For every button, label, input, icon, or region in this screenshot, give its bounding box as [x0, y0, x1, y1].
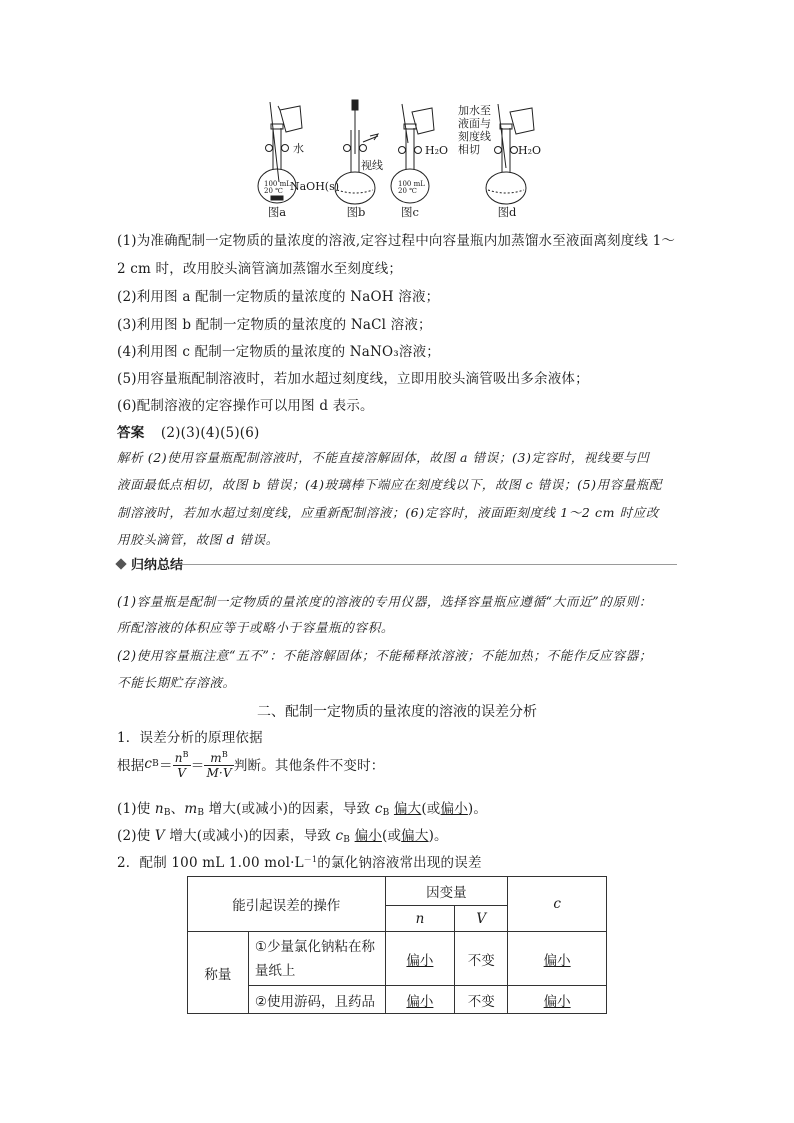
item1-l1-nsub: B: [163, 808, 171, 818]
fig-a-flask-label: 100 mL 20 ℃: [264, 180, 291, 195]
item2-title-b: 的氯化钠溶液常出现的误差: [317, 855, 482, 871]
formula-suffix: 判断。其他条件不变时：: [233, 758, 385, 774]
summary-line-3: (2)使用容量瓶注意“五不”：不能溶解固体；不能稀释浓溶液；不能加热；不能作反应容器；: [117, 648, 653, 663]
item1-l2-b: 增大(或减小)的因素，导致: [164, 828, 336, 844]
header-operation: 能引起误差的操作: [188, 877, 386, 932]
caption-fig-a: 图a: [267, 205, 287, 219]
formula-lhs: c: [144, 756, 153, 772]
frac1-den: V: [177, 766, 187, 780]
row1-c: 偏小: [543, 952, 571, 969]
error-table: [187, 876, 607, 1014]
item1-l2-a: (2)使: [117, 828, 155, 844]
item1-l1-sep: 、: [170, 801, 185, 817]
formula-prefix: 根据: [117, 758, 145, 774]
fig-b-sight-label: 视线: [361, 159, 383, 172]
fig-a-solid-label: NaOH(s): [290, 180, 340, 193]
item1-l1-answer-2: 偏小: [440, 801, 468, 817]
caption-fig-d: 图d: [497, 205, 517, 219]
summary-line-2: 所配溶液的体积应等于或略小于容量瓶的容积。: [117, 620, 395, 635]
item1-l2-end: )。: [428, 828, 448, 844]
frac2-den: M·V: [206, 766, 232, 780]
question-line-5: (4)利用图 c 配制一定物质的量浓度的 NaNO₃溶液；: [117, 344, 441, 360]
section-divider: [177, 564, 677, 565]
summary-line-4: 不能长期贮存溶液。: [117, 675, 236, 690]
item1-line-2: [117, 824, 448, 845]
apparatus-figure: [250, 98, 560, 220]
item1-title: 1．误差分析的原理依据: [117, 730, 263, 746]
question-line-2: 2 cm 时，改用胶头滴管滴加蒸馏水至刻度线；: [117, 261, 403, 277]
fig-c-water-label: H₂O: [425, 144, 449, 157]
caption-fig-b: 图b: [346, 205, 366, 219]
row1-n: 偏小: [406, 952, 434, 969]
fig-d-text-3: 刻度线: [458, 130, 491, 143]
item2-title: [117, 851, 482, 871]
item2-title-a: 2．配制 100 mL 1.00 mol·L: [117, 855, 304, 871]
analysis-line-2: 液面最低点相切，故图 b 错误；(4)玻璃棒下端应在刻度线以下，故图 c 错误；(5)用容量瓶配: [117, 477, 663, 492]
frac1-num: n: [174, 751, 183, 765]
header-n: n: [385, 906, 455, 932]
fraction-m-over-mv: [204, 748, 233, 780]
item1-l1-n: n: [154, 801, 164, 817]
fig-d-text-1: 加水至: [458, 104, 491, 117]
table-row-2-op: [248, 986, 385, 1014]
fig-d-text-4: 相切: [458, 143, 480, 156]
row1-op-line1: ①少量氯化钠粘在称: [254, 938, 375, 955]
row2-c: 偏小: [543, 993, 571, 1010]
summary-heading: 归纳总结: [131, 554, 189, 573]
figure-b-drawing: [335, 100, 378, 204]
question-line-4: (3)利用图 b 配制一定物质的量浓度的 NaCl 溶液；: [117, 317, 432, 333]
fig-a-water-label: 水: [293, 142, 304, 155]
item1-l1-end: )。: [467, 801, 488, 817]
group-weighing: 称量: [188, 932, 249, 1014]
section-title: 二、配制一定物质的量浓度的溶液的误差分析: [257, 704, 537, 720]
caption-fig-c: 图c: [401, 205, 419, 219]
frac2-num: m: [210, 751, 222, 765]
item1-l2-c: c: [335, 828, 344, 844]
item1-l2-mid: (或: [382, 828, 402, 844]
item1-l2-answer-1: 偏小: [354, 828, 382, 844]
header-dependent: 因变量: [385, 877, 508, 906]
item1-line-1: [117, 797, 487, 818]
formula-line: [117, 748, 385, 780]
item1-l1-msub: B: [197, 808, 205, 818]
fig-d-text: [458, 104, 491, 156]
item2-title-sup: －1: [303, 855, 318, 864]
row1-v: 不变: [455, 932, 508, 986]
formula-eq-2: ＝: [190, 758, 205, 774]
section-marker-icon: [115, 558, 126, 569]
answer-label: 答案: [117, 425, 145, 441]
row2-op-line1: ②使用游码，且药品: [254, 993, 375, 1010]
summary-line-1: (1)容量瓶是配制一定物质的量浓度的溶液的专用仪器，选择容量瓶应遵循“大而近”的原则：: [117, 594, 653, 609]
header-v: V: [455, 906, 508, 932]
table-row-1-op: [248, 932, 385, 986]
fraction-n-over-v: [173, 748, 191, 780]
item1-l2-csub: B: [343, 835, 351, 845]
question-line-3: (2)利用图 a 配制一定物质的量浓度的 NaOH 溶液；: [117, 289, 440, 305]
row2-n: 偏小: [406, 993, 434, 1010]
item1-l1-a: (1)使: [117, 801, 155, 817]
analysis-line-1: 解析 (2)使用容量瓶配制溶液时，不能直接溶解固体，故图 a 错误；(3)定容时，视线要与凹: [117, 450, 650, 465]
fig-d-text-2: 液面与: [458, 117, 491, 130]
item1-l1-b: 增大(或减小)的因素，导致: [204, 801, 375, 817]
formula-eq-1: ＝: [159, 758, 173, 774]
formula-lhs-sub: B: [152, 759, 159, 769]
analysis-line-4: 用胶头滴管，故图 d 错误。: [117, 532, 279, 547]
item1-l1-csub: B: [382, 808, 390, 818]
answer-line: [117, 421, 260, 441]
question-line-1: (1)为准确配制一定物质的量浓度的溶液,定容过程中向容量瓶内加蒸馏水至液面离刻度线 1～: [117, 233, 676, 249]
item1-l1-mid: (或: [421, 801, 441, 817]
frac1-num-sup: B: [182, 750, 189, 759]
item1-l2-v: V: [154, 828, 165, 844]
question-line-7: (6)配制溶液的定容操作可以用图 d 表示。: [117, 398, 374, 414]
row2-v: 不变: [455, 986, 508, 1014]
item1-l2-answer-2: 偏大: [401, 828, 429, 844]
row1-op-line2: 量纸上: [254, 962, 296, 979]
fig-c-flask-label: 100 mL 20 ℃: [398, 180, 425, 195]
header-c: c: [508, 877, 607, 932]
item1-l1-c: c: [374, 801, 383, 817]
item1-l1-answer-1: 偏大: [393, 801, 422, 817]
frac2-num-sup: B: [221, 750, 228, 759]
summary-section-bar: [117, 557, 677, 571]
item1-l1-m: m: [184, 801, 198, 817]
fig-d-water-label: H₂O: [518, 144, 542, 157]
analysis-line-3: 制溶液时，若加水超过刻度线，应重新配制溶液；(6)定容时，液面距刻度线 1～2 cm 时应改: [117, 505, 659, 520]
question-line-6: (5)用容量瓶配制溶液时，若加水超过刻度线，立即用胶头滴管吸出多余液体；: [117, 371, 589, 387]
answer-value: (2)(3)(4)(5)(6): [160, 425, 260, 441]
